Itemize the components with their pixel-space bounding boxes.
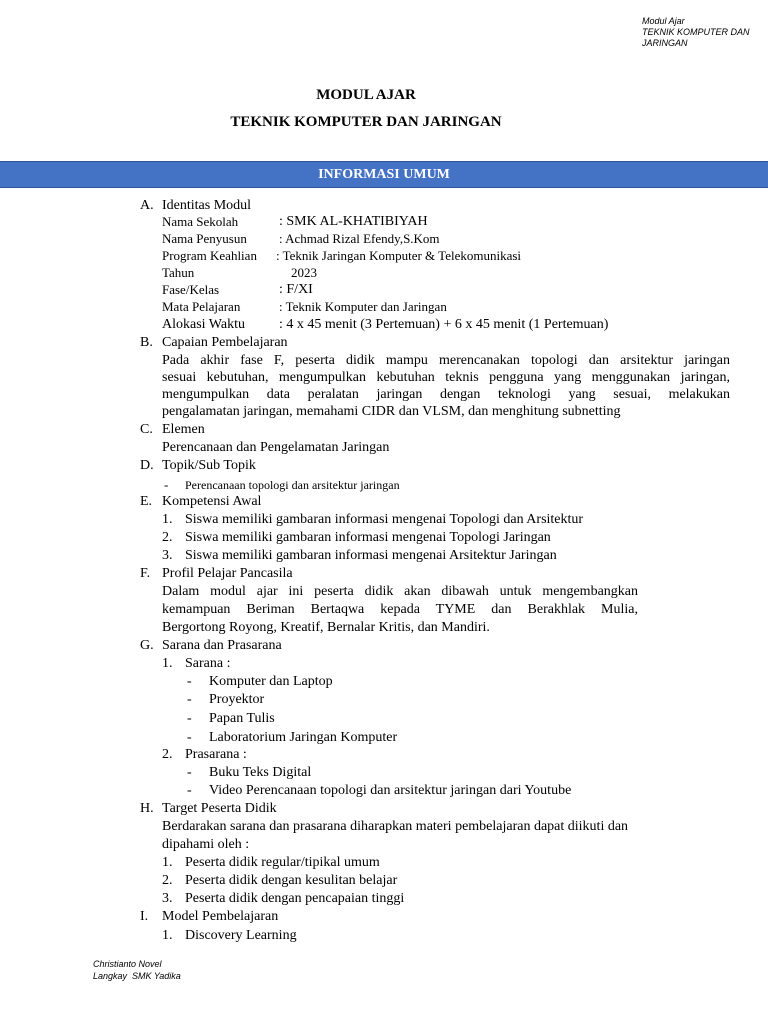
header-note-line: Modul Ajar	[642, 16, 685, 26]
bullet-dash: -	[187, 711, 192, 726]
header-note	[642, 16, 750, 49]
banner-label: INFORMASI UMUM	[318, 167, 450, 182]
field-value: : Teknik Komputer dan Jaringan	[279, 299, 447, 314]
section-letter: E.	[140, 494, 153, 509]
list-item: Peserta didik dengan pencapaian tinggi	[185, 891, 405, 906]
paragraph-line: pengalamatan jaringan, memahami CIDR dan VLSM, dan menghitung subnetting	[162, 404, 621, 419]
list-item: Proyektor	[209, 692, 265, 707]
paragraph-line: Perencanaan dan Pengelamatan Jaringan	[162, 440, 390, 455]
list-number: 1.	[162, 656, 173, 671]
field-label: Nama Penyusun	[162, 231, 247, 246]
field-value: 2023	[291, 265, 317, 280]
list-number: 1.	[162, 512, 173, 527]
bullet-dash: -	[187, 692, 192, 707]
paragraph-line: sesuai kebutuhan, mengumpulkan kebutuhan teknis pengguna yang menggunakan jaringan,	[162, 370, 730, 385]
field-label: Tahun	[162, 265, 195, 280]
paragraph-line: Dalam modul ajar ini peserta didik akan dibawah untuk mengembangkan	[162, 584, 638, 599]
field-label: Nama Sekolah	[162, 214, 239, 229]
header-note-line: JARINGAN	[642, 38, 688, 48]
field-value: : Achmad Rizal Efendy,S.Kom	[279, 231, 440, 246]
paragraph-line: kemampuan Beriman Bertaqwa kepada TYME dan Berakhlak Mulia,	[162, 602, 638, 617]
list-number: 1.	[162, 928, 173, 943]
field-label: Fase/Kelas	[162, 282, 220, 297]
list-number: 2.	[162, 530, 173, 545]
field-value: : 4 x 45 menit (3 Pertemuan) + 6 x 45 menit (1 Pertemuan)	[279, 317, 609, 332]
list-item: Video Perencanaan topologi dan arsitektur jaringan dari Youtube	[209, 783, 572, 798]
section-heading: Identitas Modul	[162, 198, 252, 213]
footer-note-line: Christianto Novel	[93, 959, 162, 969]
list-item: Buku Teks Digital	[209, 765, 312, 780]
section-letter: I.	[140, 909, 149, 924]
footer-note-line: Langkay SMK Yadika	[93, 971, 181, 981]
list-item: Siswa memiliki gambaran informasi mengenai Arsitektur Jaringan	[185, 548, 557, 563]
footer-note	[93, 958, 181, 982]
field-label: Alokasi Waktu	[162, 317, 245, 332]
paragraph-line: Bergortong Royong, Kreatif, Bernalar Kritis, dan Mandiri.	[162, 620, 490, 635]
list-item: Discovery Learning	[185, 928, 297, 943]
list-number: 3.	[162, 891, 173, 906]
section-letter: F.	[140, 566, 151, 581]
list-item: Siswa memiliki gambaran informasi mengenai Topologi Jaringan	[185, 530, 551, 545]
section-letter: B.	[140, 335, 153, 350]
field-value: : Teknik Jaringan Komputer & Telekomunikasi	[276, 248, 522, 263]
section-heading: Topik/Sub Topik	[162, 458, 256, 473]
list-number: 2.	[162, 747, 173, 762]
section-heading: Target Peserta Didik	[162, 801, 277, 816]
bullet-dash: -	[164, 477, 169, 492]
section-letter: H.	[140, 801, 154, 816]
paragraph-line: mengumpulkan data peralatan jaringan dengan teknologi yang sesuai, melakukan	[162, 387, 730, 402]
list-item: Peserta didik regular/tipikal umum	[185, 855, 380, 870]
section-letter: C.	[140, 422, 153, 437]
list-item: Papan Tulis	[209, 711, 275, 726]
paragraph-line: Pada akhir fase F, peserta didik mampu merencanakan topologi dan arsitektur jaringan	[162, 353, 730, 368]
field-value: : SMK AL-KHATIBIYAH	[279, 214, 428, 229]
bullet-dash: -	[187, 674, 192, 689]
section-letter: G.	[140, 638, 154, 653]
section-heading: Kompetensi Awal	[162, 494, 262, 509]
document-title: MODUL AJAR	[316, 87, 416, 103]
list-number: 3.	[162, 548, 173, 563]
bullet-dash: -	[187, 730, 192, 745]
field-value: : F/XI	[279, 282, 313, 297]
list-item: Siswa memiliki gambaran informasi mengenai Topologi dan Arsitektur	[185, 512, 584, 527]
section-heading: Profil Pelajar Pancasila	[162, 566, 293, 581]
sublist-heading: Sarana :	[185, 656, 231, 671]
field-label: Mata Pelajaran	[162, 299, 241, 314]
list-item: Komputer dan Laptop	[209, 674, 333, 689]
section-heading: Model Pembelajaran	[162, 909, 279, 924]
section-letter: A.	[140, 198, 154, 213]
list-item: Perencanaan topologi dan arsitektur jaringan	[185, 478, 400, 492]
section-heading: Sarana dan Prasarana	[162, 638, 282, 653]
field-label: Program Keahlian	[162, 248, 257, 263]
bullet-dash: -	[187, 765, 192, 780]
paragraph-line: dipahami oleh :	[162, 837, 250, 852]
section-heading: Elemen	[162, 422, 205, 437]
list-item: Laboratorium Jaringan Komputer	[209, 730, 398, 745]
list-number: 2.	[162, 873, 173, 888]
section-letter: D.	[140, 458, 154, 473]
list-number: 1.	[162, 855, 173, 870]
bullet-dash: -	[187, 783, 192, 798]
list-item: Peserta didik dengan kesulitan belajar	[185, 873, 398, 888]
sublist-heading: Prasarana :	[185, 747, 247, 762]
section-banner	[0, 161, 768, 188]
paragraph-line: Berdarakan sarana dan prasarana diharapkan materi pembelajaran dapat diikuti dan	[162, 819, 629, 834]
header-note-line: TEKNIK KOMPUTER DAN	[642, 27, 750, 37]
document-subtitle: TEKNIK KOMPUTER DAN JARINGAN	[230, 114, 502, 130]
section-heading: Capaian Pembelajaran	[162, 335, 288, 350]
